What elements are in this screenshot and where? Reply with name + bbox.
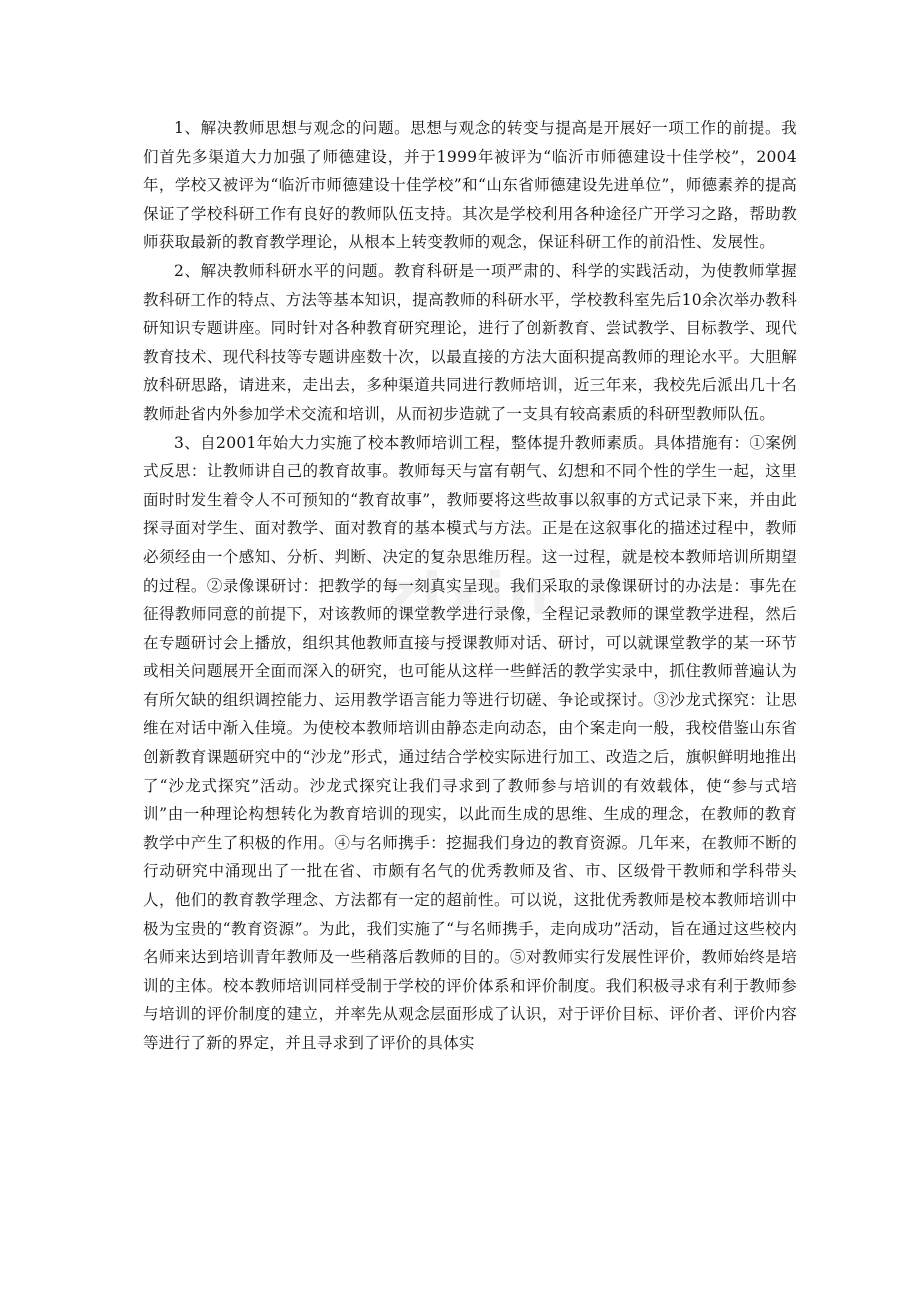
paragraph-3: 3、自2001年始大力实施了校本教师培训工程，整体提升教师素质。具体措施有：①案例式反思：让教师讲自己的教育故事。教师每天与富有朝气、幻想和不同个性的学生一起，这里面时时发生着令人不可预知的“教育故事”，教师要将这些故事以叙事的方式记录下来，并由此探寻面对学生、面对教学、面对教育的基本模式与方法。正是在这叙事化的描述过程中，教师必须经由一个感知、分析、判断、决定的复杂思维历程。这一过程，就是校本教师培训所期望的过程。②录像课研讨：把教学的每一刻真实呈现。我们采取的录像课研讨的办法是：事先在征得教师同意的前提下，对该教师的课堂教学进行录像，全程记录教师的课堂教学进程，然后在专题研讨会上播放，组织其他教师直接与授课教师对话、研讨，可以就课堂教学的某一环节或相关问题展开全面而深入的研究，也可能从这样一些鲜活的教学实录中，抓住教师普遍认为有所欠缺的组织调控能力、运用教学语言能力等进行切磋、争论或探讨。③沙龙式探究：让思维在对话中渐入佳境。为使校本教师培训由静态走向动态，由个案走向一般，我校借鉴山东省创新教育课题研究中的“沙龙”形式，通过结合学校实际进行加工、改造之后，旗帜鲜明地推出了“沙龙式探究”活动。沙龙式探究让我们寻求到了教师参与培训的有效载体，使“参与式培训”由一种理论构想转化为教育培训的现实，以此而生成的思维、生成的理念，在教师的教育教学中产生了积极的作用。④与名师携手：挖掘我们身边的教育资源。几年来，在教师不断的行动研究中涌现出了一批在省、市颇有名气的优秀教师及省、市、区级骨干教师和学科带头人，他们的教育教学理念、方法都有一定的超前性。可以说，这批优秀教师是校本教师培训中极为宝贵的“教育资源”。为此，我们实施了“与名师携手，走向成功”活动，旨在通过这些校内名师来达到培训青年教师及一些稍落后教师的目的。⑤对教师实行发展性评价，教师始终是培训的主体。校本教师培训同样受制于学校的评价体系和评价制度。我们积极寻求有利于教师参与培训的评价制度的建立，并率先从观念层面形成了认识，对于评价目标、评价者、评价内容等进行了新的界定，并且寻求到了评价的具体实 <box>143 433 797 1052</box>
watermark: zixin <box>385 560 553 628</box>
document-body <box>143 114 797 1058</box>
paragraph-2: 2、解决教师科研水平的问题。教育科研是一项严肃的、科学的实践活动，为使教师掌握教科研工作的特点、方法等基本知识，提高教师的科研水平，学校教科室先后10余次举办教科研知识专题讲座。同时针对各种教育研究理论，进行了创新教育、尝试教学、目标教学、现代教育技术、现代科技等专题讲座数十次，以最直接的方法大面积提高教师的理论水平。大胆解放科研思路，请进来，走出去，多种渠道共同进行教师培训，近三年来，我校先后派出几十名教师赴省内外参加学术交流和培训，从而初步造就了一支具有较高素质的科研型教师队伍。 <box>143 261 797 423</box>
paragraph-1: 1、解决教师思想与观念的问题。思想与观念的转变与提高是开展好一项工作的前提。我们首先多渠道大力加强了师德建设，并于1999年被评为“临沂市师德建设十佳学校”，2004年，学校又被评为“临沂市师德建设十佳学校”和“山东省师德建设先进单位”，师德素养的提高保证了学校科研工作有良好的教师队伍支持。其次是学校利用各种途径广开学习之路，帮助教师获取最新的教育教学理论，从根本上转变教师的观念，保证科研工作的前沿性、发展性。 <box>143 119 797 252</box>
